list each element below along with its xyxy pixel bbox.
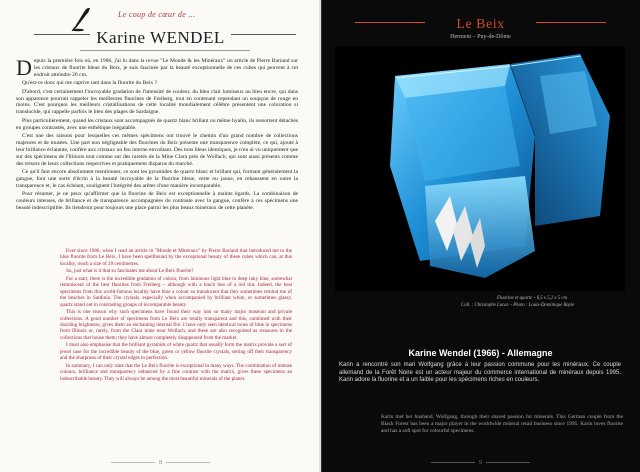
english-paragraph: For a start, there is the incredible gradation of colour, from luminous light blue to deep inky blue, somewhat reminiscent of the best fluorites from Freiberg – although with a touch less of a red tint. Indeed, the best specimens from this world-famous locality have blue a colour so translucent that they sometimes remind me of the beaches in Sardinia. The crystals, especially when accompanied by brilliant white, or sometimes glassy, quartz stand out in contrasting groups of incomparable beauty. xyxy=(60,276,292,308)
header-kicker: Le coup de cœur de ... xyxy=(118,10,196,19)
locality-subtitle: Herment – Puy-de-Dôme xyxy=(450,34,511,40)
page-number-left: 8 xyxy=(0,460,321,466)
photo-caption-specimen: Fluorine et quartz – 6,5 x 5,2 x 5 cm xyxy=(497,296,567,301)
french-paragraph: C'est une des raisons pour lesquelles ces mêmes spécimens ont trouvé le chemin d'un grand nombre de collections majeures et de musées. Une part non négligeable des fluorines du Beix présente une transparence complète, ce qui, ajouté à leur brillance éclatante, confère aux cristaux un feu interne envoûtant. Des tons bleus identiques, je n'en ai vu uniquement que sur des spécimens de l'Illinois tout comme sur des raretés de la Mine Clara près de Wolfach, qui sont aussi présents comme des trésors de leurs collections respectives et pratiquement disparus du marché. xyxy=(16,133,298,167)
page-gutter xyxy=(319,0,323,472)
french-bio: Karin a rencontré son mari Wolfgang grâce à leur passion commune pour les minéraux. Ce couple allemand de la Forêt Noire est un acteur majeur du commerce international de minéraux depuis 1995. Karin adore la fluorine et a un faible pour les spécimens riches en couleurs. xyxy=(339,362,621,384)
french-paragraph: Plus particulièrement, quand les cristaux sont accompagnés de quartz blanc brillant ou même hyalin, ils ressortent détachés en groupes contrastés, avec une esthétique inégalable. xyxy=(16,117,298,131)
header-underline xyxy=(80,50,250,51)
fluorite-specimen-photo xyxy=(335,46,625,291)
french-paragraph xyxy=(16,55,298,80)
english-article xyxy=(60,248,292,383)
drop-cap: D xyxy=(16,55,32,80)
french-paragraph: Qu'est-ce donc qui me captive tant dans la fluorite du Beix ? xyxy=(22,80,158,87)
locality-title: Le Beix xyxy=(456,17,505,32)
english-paragraph: Ever since 1986, when I read an article in "Monde et Minéraux" by Pierre Bariand that introduced me to the blue fluorite from Le Beix, I have been spellbound by the exceptional beauty of these cubes which can, at this locality, reach a size of 20 centimetres. xyxy=(60,248,292,267)
author-name xyxy=(0,28,321,48)
english-paragraph: This is one reason why such specimens have found their way into so many major museum and private collections. A good number of specimens from Le Beix are totally transparent and this, combined with their dazzling brightness, gives them an enchanting internal fire. I have only seen identical tones of blue in specimens from Illinois or, rarely, from the Clara mine near Wolfach, and these are also recognised as treasures in the collections that house them; they have almost completely disappeared from the market. xyxy=(60,309,292,341)
page-number-right: 9 xyxy=(321,460,640,466)
author-name-text: Karine WENDEL xyxy=(90,28,230,47)
french-paragraph: Ce qu'il faut encore absolument mentionner, ce sont les pyramides de quartz blanc et brillant qui, formant généralement la gangue, font une sorte d'écrin à la beauté incroyable de la fluorine bleue, verte ou jaune, en rehaussent en outre la transparence et, le cas échéant, soulignent l'intégrité des arêtes d'une manière incomparable. xyxy=(16,169,298,189)
contributor-name: Karine Wendel (1966) - Allemagne xyxy=(408,348,553,358)
english-bio: Karin met her husband, Wolfgang, through their shared passion for minerals. This German couple from the Black Forest has been a major player in the worldwide mineral retail business since 1995. Karin loves fluorite and has a soft spot for colourful specimens. xyxy=(381,414,623,434)
english-paragraph: So, just what is it that so fascinates me about Le Beix fluorite? xyxy=(66,268,194,275)
english-paragraph: In summary, I can only state that the Le Beix fluorite is exceptional in many ways. The combination of intense colours, brilliance and transparency enhanced by a fine contrast with the matrix, gives these specimens an indescribable beauty. They will always be among the most beautiful minerals of the planet. xyxy=(60,362,292,382)
french-paragraph-text: epuis la première fois où, en 1986, j'ai lu dans la revue "Le Monde & les Minéraux" un article de Pierre Bariand sur les cristaux de fluorite bleue du Beix, je suis fascinée par la beauté exceptionnelle de ces cubes qui peuvent à cet endroit atteindre 20 cm. xyxy=(33,58,298,78)
french-paragraph: D'abord, c'est certainement l'incroyable gradation de l'intensité de couleur, du bleu clair lumineux au bleu encre, qui dans son apparence pourrait rappeler les meilleures fluorines de Freiberg, tout en contenant cependant un soupçon de rouge en moins. C'est pourquoi les meilleurs cristallisations de cette localité mondialement célèbre présentent une coloration si translucide, qui rappelle parfois le bleu des plages de Sardaigne. xyxy=(16,88,298,116)
photo-caption-credits: Coll. : Christophe Lucas – Photo : Louis-Dominique Bayle xyxy=(461,303,575,308)
english-paragraph: I must also emphasise that the brilliant pyramids of white quartz that usually form the matrix provide a sort of jewel case for the incredible beauty of the blue, green or yellow fluorite crystals, setting off their transparency and the sharpness of their crystal edges to perfection. xyxy=(60,342,292,362)
right-page xyxy=(321,0,640,472)
french-article xyxy=(16,55,298,214)
french-paragraph: Pour résumer, je ne peux qu'affirmer que la fluorine de Beix est exceptionnelle à maints égards. La combinaison de couleurs intenses, de brillance et de transparence accompagnées du contraste avec la gangue, confère à ces spécimens une beauté indescriptible. Ils tiendront pour toujours une place parmi les plus beaux minéraux de cette planète. xyxy=(16,191,298,212)
